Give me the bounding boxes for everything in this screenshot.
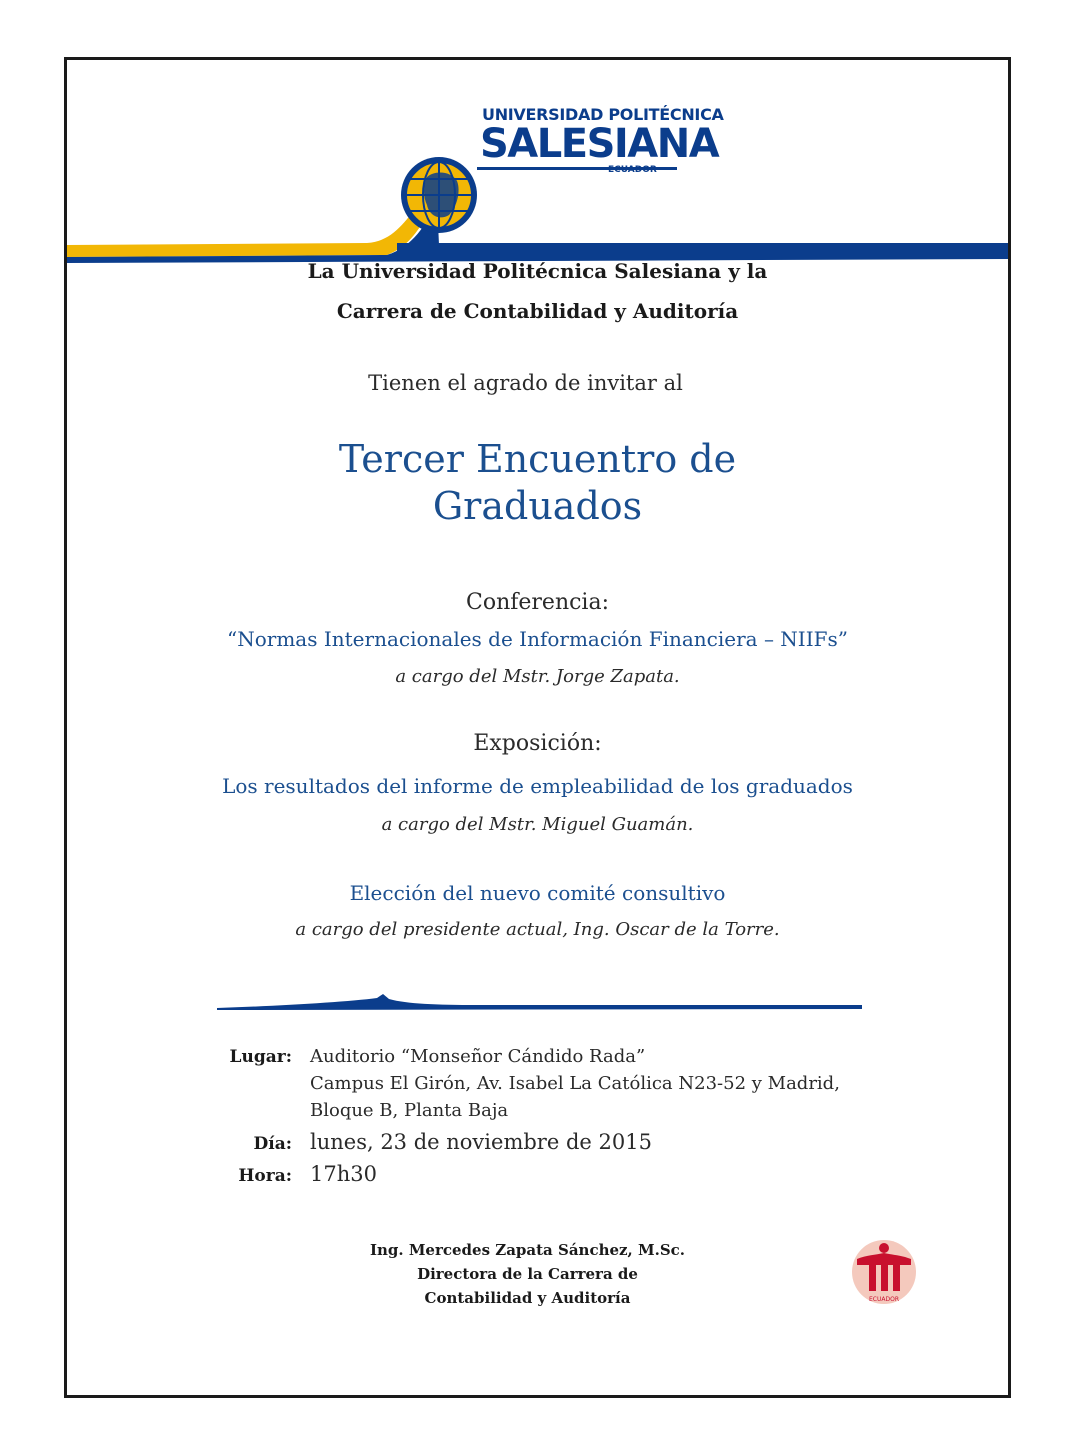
day-label: Día: [253, 1134, 292, 1154]
swoosh-divider [217, 990, 862, 1016]
conference-topic: “Normas Internacionales de Información Financiera – NIIFs” [227, 627, 848, 651]
time-label: Hora: [238, 1166, 292, 1186]
logo-text-country: ECUADOR [608, 165, 657, 175]
org-line-2: Carrera de Contabilidad y Auditoría [336, 299, 739, 323]
event-title-line-1: Tercer Encuentro de [338, 437, 737, 481]
exposition-speaker: a cargo del Mstr. Miguel Guamán. [381, 814, 694, 835]
place-line-3: Bloque B, Planta Baja [310, 1100, 509, 1121]
signature-name: Ing. Mercedes Zapata Sánchez, M.Sc. [369, 1241, 686, 1259]
salesian-emblem-icon [851, 1239, 917, 1305]
conference-speaker: a cargo del Mstr. Jorge Zapata. [395, 666, 680, 687]
invite-text: Tienen el agrado de invitar al [368, 371, 683, 395]
invitation-frame [64, 57, 1011, 1398]
place-line-1: Auditorio “Monseñor Cándido Rada” [310, 1046, 646, 1067]
org-line-1: La Universidad Politécnica Salesiana y la [307, 259, 768, 283]
place-label: Lugar: [229, 1047, 292, 1067]
logo-text-university: UNIVERSIDAD POLITÉCNICA [482, 105, 724, 124]
conference-label: Conferencia: [466, 590, 609, 615]
exposition-label: Exposición: [473, 731, 602, 756]
logo-text-salesiana: SALESIANA [480, 121, 719, 167]
election-topic: Elección del nuevo comité consultivo [349, 881, 726, 905]
emblem-caption: ECUADOR [869, 1296, 899, 1303]
event-title-line-2: Graduados [432, 484, 643, 528]
place-line-2: Campus El Girón, Av. Isabel La Católica N23-52 y Madrid, [310, 1073, 840, 1094]
election-speaker: a cargo del presidente actual, Ing. Oscar de la Torre. [295, 919, 780, 940]
signature-role-line-2: Contabilidad y Auditoría [424, 1289, 631, 1307]
signature-role-line-1: Directora de la Carrera de [417, 1265, 638, 1283]
exposition-topic: Los resultados del informe de empleabilidad de los graduados [222, 774, 853, 798]
yellow-swoosh [67, 203, 427, 257]
day-value: lunes, 23 de noviembre de 2015 [310, 1130, 652, 1154]
time-value: 17h30 [310, 1162, 377, 1186]
